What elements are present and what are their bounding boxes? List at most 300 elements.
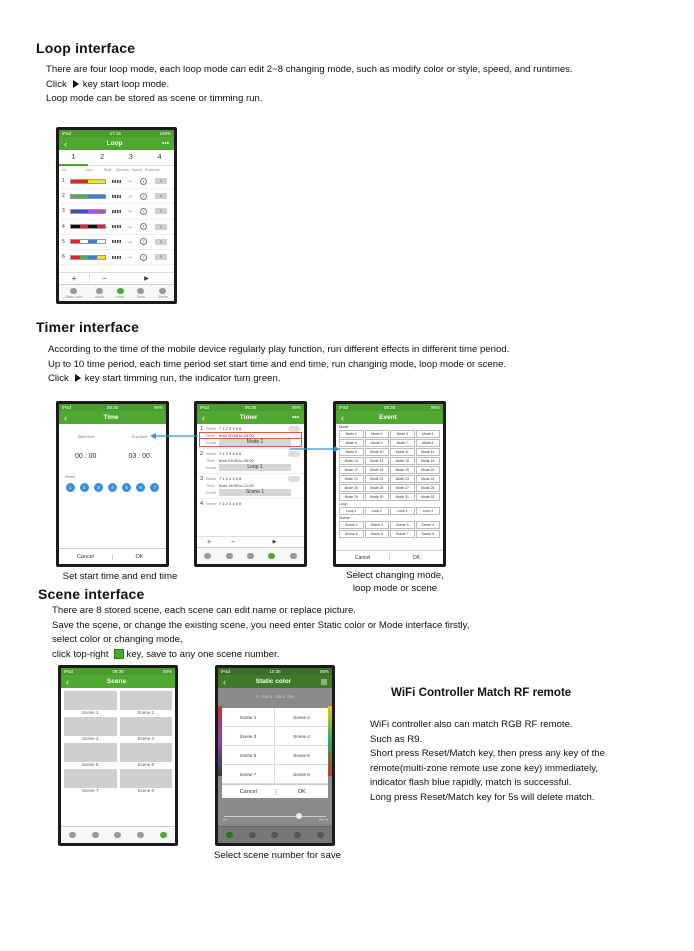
loop-row-number: 6 — [62, 254, 65, 261]
tab-mode[interactable]: Mode — [95, 288, 104, 299]
mode-option[interactable]: Mode 6 — [365, 439, 390, 447]
speed-dial-icon[interactable]: 7 — [140, 238, 147, 245]
color-swatch — [71, 180, 80, 183]
clock: 17:15 — [109, 131, 121, 136]
color-swatch-bar[interactable] — [70, 209, 106, 214]
menu-icon[interactable]: ••• — [162, 140, 169, 147]
loop-row[interactable] — [59, 189, 174, 204]
color-swatch-bar[interactable] — [70, 239, 106, 244]
time-phone-screenshot — [56, 401, 169, 567]
tab-bar — [197, 547, 304, 564]
scene-option[interactable]: Scene 6 — [365, 530, 390, 538]
speed-dial-icon[interactable]: 7 — [140, 254, 147, 261]
save-scene-option[interactable]: Scene 2 — [275, 708, 328, 727]
arrow-left-head — [150, 433, 156, 439]
event-label: Event — [206, 490, 217, 495]
scene-line-4-text: key, save to any one scene number. — [126, 648, 280, 660]
color-swatch — [80, 256, 89, 259]
scene-card[interactable] — [64, 769, 117, 793]
scene-image — [64, 717, 117, 736]
week-label: Week — [206, 426, 217, 431]
scene-option[interactable]: Scene 1 — [339, 521, 364, 529]
timer-line-3 — [48, 372, 509, 387]
week-day-toggle[interactable]: 5 — [122, 483, 131, 492]
loop-line-2-text: key start loop mode. — [82, 78, 170, 90]
color-swatch — [71, 225, 80, 228]
ok-button[interactable]: OK — [297, 788, 306, 795]
cancel-button[interactable]: Cancel — [222, 789, 276, 795]
nav-bar — [336, 411, 443, 424]
scene-image — [120, 769, 173, 788]
col-speed: Speed — [132, 168, 142, 172]
scene-image — [64, 691, 117, 710]
wifi-description — [370, 718, 605, 805]
timer-entry-number: 1 — [200, 426, 204, 432]
status-bar — [59, 130, 174, 137]
play-icon — [73, 80, 79, 88]
scene-option[interactable]: Scene 3 — [390, 521, 415, 529]
event-label: Event — [206, 440, 217, 445]
runtimes-field[interactable]: 1 — [155, 208, 167, 214]
scene-option[interactable]: Scene 2 — [365, 521, 390, 529]
speed-dial-icon[interactable]: 7 — [140, 223, 147, 230]
mode-option[interactable]: Mode 2 — [365, 430, 390, 438]
color-swatch — [88, 256, 97, 259]
direction-arrow-icon[interactable]: → — [127, 193, 133, 200]
color-swatch — [97, 180, 106, 183]
color-swatch — [71, 240, 80, 243]
mode-option[interactable]: Mode 19 — [390, 466, 415, 474]
back-icon[interactable]: ‹ — [223, 676, 226, 687]
mode-option[interactable]: Mode 24 — [416, 475, 441, 483]
tab-loop[interactable]: Loop — [116, 288, 124, 299]
week-days-value: 7 1 2 3 4 5 6 — [219, 451, 242, 456]
battery: 100% — [159, 131, 171, 136]
end-time-picker[interactable]: 03 : 00 — [128, 453, 150, 460]
mode-option[interactable]: Mode 8 — [416, 439, 441, 447]
time-range[interactable]: from 00:00 to 03:00 — [219, 433, 254, 438]
week-day-toggle[interactable]: 7 — [150, 483, 159, 492]
mode-option[interactable]: Mode 20 — [416, 466, 441, 474]
loop-row[interactable] — [59, 250, 174, 265]
timer-entry-number: 4 — [200, 501, 204, 507]
back-icon[interactable]: ‹ — [341, 412, 344, 423]
timer-toolbar — [197, 536, 304, 547]
event-phone-screenshot — [333, 401, 446, 567]
save-scene-option[interactable]: Scene 8 — [275, 765, 328, 784]
save-scene-phone-screenshot — [215, 665, 335, 846]
mode-option[interactable]: Mode 9 — [339, 448, 364, 456]
week-day-toggle[interactable]: 2 — [80, 483, 89, 492]
ok-button[interactable]: OK — [412, 554, 421, 561]
status-bar: iPad 09:36 55% — [61, 668, 175, 675]
mode-option[interactable]: Mode 7 — [390, 439, 415, 447]
color-swatch-bar[interactable] — [70, 255, 106, 260]
mode-option[interactable]: Mode 22 — [365, 475, 390, 483]
loop-heading: Loop interface — [36, 40, 136, 56]
time-range[interactable]: from 18:00 to 21:00 — [219, 483, 254, 488]
remove-icon[interactable]: − — [89, 274, 119, 283]
color-swatch — [80, 195, 89, 198]
timer-entry[interactable] — [197, 499, 304, 509]
mode-option[interactable]: Mode 28 — [416, 484, 441, 492]
runtimes-field[interactable]: 1 — [155, 239, 167, 245]
col-style: Style — [104, 168, 112, 172]
save-icon — [114, 649, 124, 659]
mode-option[interactable]: Mode 4 — [416, 430, 441, 438]
loop-row-number: 5 — [62, 238, 65, 245]
loop-line-1: There are four loop mode, each loop mode can edit 2~8 changing mode, such as modify color or style, speed, and runtimes. — [46, 64, 573, 75]
timer-entry-number: 2 — [200, 451, 204, 457]
color-swatch — [97, 210, 106, 213]
scene-option[interactable]: Scene 5 — [339, 530, 364, 538]
timer-entry-event-row — [200, 464, 301, 471]
style-icon[interactable] — [112, 195, 121, 198]
scene-phone-screenshot — [58, 665, 178, 846]
color-swatch-bar[interactable] — [70, 194, 106, 199]
tab-loop[interactable] — [271, 832, 278, 839]
tab-timer[interactable] — [137, 832, 144, 839]
color-swatch — [80, 240, 89, 243]
scene-card[interactable] — [64, 717, 117, 741]
color-strip-right — [328, 706, 332, 776]
col-direction: Direction — [116, 168, 130, 172]
event-button[interactable]: Scene 1 — [219, 489, 291, 496]
tab-scene[interactable] — [160, 832, 167, 839]
scene-image — [64, 743, 117, 762]
caption-select-mode-line1: Select changing mode, — [346, 570, 444, 581]
loop-row[interactable] — [59, 174, 174, 189]
save-icon[interactable] — [321, 679, 327, 685]
click-label: Click — [48, 373, 69, 384]
tab-1[interactable]: 1 — [59, 150, 88, 166]
color-swatch — [88, 180, 97, 183]
scene-card[interactable] — [64, 691, 117, 715]
mode-option[interactable]: Mode 11 — [390, 448, 415, 456]
mode-option[interactable]: Mode 14 — [365, 457, 390, 465]
style-icon[interactable] — [112, 225, 121, 228]
scene-card[interactable] — [120, 691, 173, 715]
week-day-toggle[interactable]: 3 — [94, 483, 103, 492]
loop-row[interactable] — [59, 235, 174, 250]
tab-timer[interactable] — [268, 553, 275, 560]
arrow-right-head — [334, 446, 340, 452]
tab-timer[interactable]: Timer — [137, 288, 146, 299]
mode-option[interactable]: Mode 21 — [339, 475, 364, 483]
loop-description — [46, 63, 573, 107]
style-icon[interactable] — [112, 240, 121, 243]
color-swatch — [80, 225, 89, 228]
scene-tiles — [61, 688, 175, 796]
mode-option[interactable]: Mode 16 — [416, 457, 441, 465]
loop-row[interactable] — [59, 220, 174, 235]
loop-option[interactable]: Loop 1 — [339, 507, 364, 515]
scene-option[interactable]: Scene 8 — [416, 530, 441, 538]
tab-mode[interactable] — [92, 832, 99, 839]
scene-name: Scene 2 — [137, 710, 154, 715]
loop-tabs — [59, 150, 174, 166]
tab-2[interactable]: 2 — [100, 154, 105, 161]
status-bar: iPad 10:36 55% — [218, 668, 332, 675]
week-label: Week — [206, 501, 217, 506]
caption-start-end: Set start time and end time — [62, 571, 178, 582]
wifi-line-1: WiFi controller also can match RGB RF remote. — [370, 719, 573, 730]
play-icon — [75, 374, 81, 382]
scene-name: Scene 5 — [81, 762, 99, 767]
nav-title: Event — [379, 414, 397, 421]
week-day-toggle[interactable]: 4 — [108, 483, 117, 492]
loop-row[interactable] — [59, 204, 174, 219]
rgb-readout: R: 255 G: 255 B: 255 — [256, 694, 294, 699]
scene-card[interactable] — [120, 769, 173, 793]
tab-static-color[interactable] — [204, 553, 211, 560]
connector-arrows — [150, 428, 390, 458]
dialog-buttons — [336, 550, 443, 564]
scene-option[interactable]: Scene 4 — [416, 521, 441, 529]
direction-arrow-icon[interactable]: → — [127, 178, 133, 185]
save-scene-option[interactable]: Scene 6 — [275, 746, 328, 765]
slider-max-label: 100 % — [318, 818, 328, 822]
play-icon[interactable]: ▶ — [144, 276, 149, 282]
timer-entry[interactable] — [197, 474, 304, 499]
mode-option[interactable]: Mode 30 — [365, 493, 390, 501]
scene-line-4 — [52, 648, 469, 663]
direction-arrow-icon[interactable]: → — [127, 238, 133, 245]
speed-dial-icon[interactable]: 7 — [140, 208, 147, 215]
color-swatch — [88, 195, 97, 198]
loop-phone-screenshot — [56, 127, 177, 304]
loop-line-3: Loop mode can be stored as scene or timming run. — [46, 93, 263, 104]
color-swatch — [80, 180, 89, 183]
add-icon[interactable]: + — [206, 538, 212, 546]
mode-option[interactable]: Mode 1 — [339, 430, 364, 438]
runtimes-field[interactable]: 1 — [155, 193, 167, 199]
save-scene-option[interactable]: Scene 3 — [222, 727, 275, 746]
mode-option[interactable]: Mode 12 — [416, 448, 441, 456]
tab-loop[interactable] — [114, 832, 121, 839]
play-icon[interactable]: ▶ — [272, 539, 277, 545]
color-swatch — [88, 225, 97, 228]
start-time-picker[interactable]: 00 : 00 — [75, 453, 97, 460]
slider-labels — [222, 818, 328, 822]
week-label: Week — [65, 474, 76, 479]
tab-static-color[interactable] — [69, 832, 76, 839]
nav-title: Loop — [106, 140, 123, 147]
save-scene-option[interactable]: Scene 5 — [222, 746, 275, 765]
runtimes-field[interactable]: 1 — [155, 178, 167, 184]
event-button[interactable]: Loop 1 — [219, 464, 291, 471]
wifi-line-4: remote(multi-zone remote use zone key) immediately, — [370, 762, 599, 774]
wifi-heading: WiFi Controller Match RF remote — [391, 686, 572, 699]
scene-image — [120, 717, 173, 736]
time-range[interactable]: from 03:00 to 06:00 — [219, 458, 254, 463]
tab-scene[interactable] — [290, 553, 297, 560]
timer-entry-time-row — [200, 483, 301, 488]
color-swatch — [71, 210, 80, 213]
speed-dial-icon[interactable]: 7 — [140, 193, 147, 200]
color-swatch — [80, 210, 89, 213]
timer-line-2: Up to 10 time period, each time period set start time and end time, run changing mode, loop mode or scene. — [48, 358, 507, 370]
mode-option[interactable]: Mode 31 — [390, 493, 415, 501]
mode-option[interactable]: Mode 13 — [339, 457, 364, 465]
runtimes-field[interactable]: 1 — [155, 224, 167, 230]
timer-description — [48, 343, 509, 387]
nav-bar — [59, 137, 174, 150]
mode-option[interactable]: Mode 27 — [390, 484, 415, 492]
timer-heading: Timer interface — [36, 319, 140, 335]
save-scene-option[interactable]: Scene 4 — [275, 727, 328, 746]
direction-arrow-icon[interactable]: → — [127, 223, 133, 230]
save-scene-option[interactable]: Scene 1 — [222, 708, 275, 727]
ok-button[interactable]: OK — [135, 553, 144, 560]
nav-bar — [218, 675, 332, 688]
style-icon[interactable] — [112, 180, 121, 183]
wifi-line-6: Long press Reset/Match key for 5s will delete match. — [370, 791, 595, 803]
timer-phone-screenshot — [194, 401, 307, 567]
event-button[interactable]: Mode 1 — [219, 439, 291, 446]
scene-save-dialog — [222, 708, 328, 798]
color-swatch — [88, 210, 97, 213]
enable-toggle[interactable] — [288, 476, 300, 482]
scene-name: Scene 4 — [137, 736, 154, 741]
scene-line-1: There are 8 stored scene, each scene can edit name or replace picture. — [52, 605, 356, 616]
tab-mode[interactable] — [226, 553, 233, 560]
loop-option[interactable]: Loop 3 — [390, 507, 415, 515]
wifi-line-2: Such as R9. — [370, 733, 423, 745]
remove-icon[interactable]: − — [230, 538, 236, 546]
mode-option[interactable]: Mode 10 — [365, 448, 390, 456]
loop-rows — [59, 174, 174, 265]
scene-card[interactable] — [120, 717, 173, 741]
week-days-value: 7 1 2 3 4 5 6 — [219, 501, 242, 506]
mode-label: Mode — [339, 425, 349, 429]
scene-heading: Scene interface — [38, 586, 145, 602]
mode-option[interactable]: Mode 23 — [390, 475, 415, 483]
color-swatch — [97, 256, 106, 259]
nav-bar — [61, 675, 175, 688]
scene-name: Scene 1 — [81, 710, 99, 715]
week-day-selector — [59, 483, 166, 492]
week-days-value: 7 1 2 3 4 5 6 — [219, 426, 242, 431]
scene-name: Scene 8 — [137, 788, 154, 793]
scene-card[interactable] — [120, 743, 173, 767]
mode-option[interactable]: Mode 32 — [416, 493, 441, 501]
col-no: No. — [62, 168, 68, 172]
runtimes-field[interactable]: 1 — [155, 254, 167, 260]
tab-scene[interactable] — [317, 832, 324, 839]
tab-timer[interactable] — [294, 832, 301, 839]
scene-image — [120, 743, 173, 762]
wifi-line-5: indicator flash blue rapidly, match is successful. — [370, 777, 572, 788]
style-icon[interactable] — [112, 210, 121, 213]
week-label: Week — [206, 451, 217, 456]
week-day-toggle[interactable]: 6 — [136, 483, 145, 492]
mode-option[interactable]: Mode 29 — [339, 493, 364, 501]
brightness-slider[interactable] — [224, 816, 326, 817]
timer-entry-event-row — [200, 489, 301, 496]
save-scene-grid — [222, 708, 328, 784]
nav-title: Timer — [239, 414, 258, 421]
week-day-toggle[interactable]: 1 — [66, 483, 75, 492]
color-swatch — [71, 195, 80, 198]
nav-title: Static color — [255, 678, 292, 685]
loop-row-number: 1 — [62, 178, 65, 185]
status-bar: iPad 09:36 55% — [197, 404, 304, 411]
scene-image — [64, 769, 117, 788]
color-swatch — [97, 225, 106, 228]
mode-option[interactable]: Mode 5 — [339, 439, 364, 447]
color-swatch — [97, 240, 106, 243]
timer-entry-number: 3 — [200, 476, 204, 482]
back-icon[interactable]: ‹ — [202, 412, 205, 423]
timer-entry-time-row — [200, 458, 301, 463]
color-swatch-bar[interactable] — [70, 179, 106, 184]
mode-option[interactable]: Mode 18 — [365, 466, 390, 474]
tab-bar — [61, 826, 175, 843]
speed-dial-icon[interactable]: 7 — [140, 178, 147, 185]
tab-bar — [59, 284, 174, 301]
back-icon[interactable]: ‹ — [64, 138, 67, 149]
mode-option[interactable]: Mode 15 — [390, 457, 415, 465]
mode-option[interactable]: Mode 25 — [339, 484, 364, 492]
direction-arrow-icon[interactable]: → — [127, 254, 133, 261]
direction-arrow-icon[interactable]: → — [127, 208, 133, 215]
status-bar: iPad 09:36 96% — [59, 404, 166, 411]
cancel-button[interactable]: Cancel — [59, 554, 113, 560]
color-swatch — [71, 256, 80, 259]
tab-static-color[interactable]: Static color — [65, 288, 82, 299]
loop-option[interactable]: Loop 2 — [365, 507, 390, 515]
tab-loop[interactable] — [247, 553, 254, 560]
nav-bar — [197, 411, 304, 424]
loop-row-number: 3 — [62, 208, 65, 215]
color-swatch — [88, 240, 97, 243]
tab-4[interactable]: 4 — [157, 154, 162, 161]
column-headers — [59, 166, 174, 174]
tab-static-color[interactable] — [226, 832, 233, 839]
color-swatch-bar[interactable] — [70, 224, 106, 229]
add-icon[interactable]: + — [71, 274, 77, 283]
back-icon[interactable]: ‹ — [64, 412, 67, 423]
mode-option[interactable]: Mode 17 — [339, 466, 364, 474]
cancel-button[interactable]: Cancel — [336, 555, 390, 561]
dialog-buttons — [59, 548, 166, 564]
scene-name: Scene 6 — [137, 762, 154, 767]
back-icon[interactable]: ‹ — [66, 676, 69, 687]
mode-option[interactable]: Mode 3 — [390, 430, 415, 438]
nav-bar — [59, 411, 166, 424]
scene-card[interactable] — [64, 743, 117, 767]
scene-option[interactable]: Scene 7 — [390, 530, 415, 538]
tab-scene[interactable]: Scene — [158, 288, 168, 299]
timer-line-3-text: key start timming run, the indicator turn green. — [84, 373, 281, 384]
mode-option[interactable]: Mode 26 — [365, 484, 390, 492]
tab-bar — [218, 826, 332, 843]
tab-mode[interactable] — [249, 832, 256, 839]
loop-label: Loop — [339, 502, 348, 506]
menu-icon[interactable]: ••• — [292, 414, 299, 421]
scene-name: Scene 7 — [81, 788, 99, 793]
save-scene-option[interactable]: Scene 7 — [222, 765, 275, 784]
time-label: Time — [206, 458, 215, 463]
timer-line-1: According to the time of the mobile device regularly play function, run different effects in different time period. — [48, 344, 510, 355]
tab-3[interactable]: 3 — [128, 154, 133, 161]
start-time-label: Start time — [77, 434, 95, 439]
loop-option[interactable]: Loop 4 — [416, 507, 441, 515]
style-icon[interactable] — [112, 256, 121, 259]
scene-line-3: select color or changing mode, — [52, 634, 183, 645]
scene-grid — [336, 521, 443, 538]
